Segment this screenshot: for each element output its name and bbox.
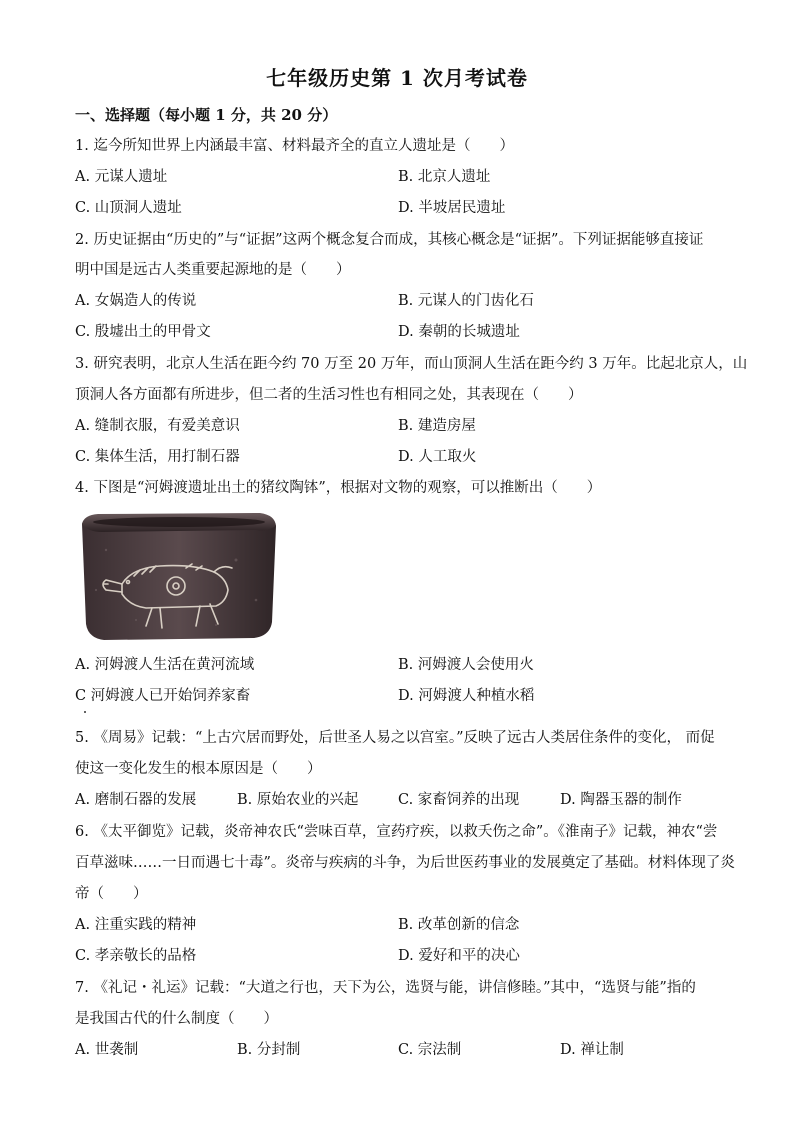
q1-option-d[interactable]: D. 半坡居民遗址 — [398, 200, 506, 216]
question-3-stem-line2: 顶洞人各方面都有所进步，但二者的生活习性也有相同之处，其表现在（ ） — [75, 387, 583, 403]
q1-option-c[interactable]: C. 山顶洞人遗址 — [75, 200, 182, 216]
q7-option-d[interactable]: D. 禅让制 — [560, 1042, 624, 1058]
q5-option-d[interactable]: D. 陶器玉器的制作 — [560, 792, 682, 808]
q3-option-d[interactable]: D. 人工取火 — [398, 449, 477, 465]
question-7-stem-line1: 7. 《礼记・礼运》记载：“大道之行也，天下为公，选贤与能，讲信修睦。”其中，“选贤与能”指的 — [75, 980, 696, 996]
q3-option-a[interactable]: A. 缝制衣服，有爱美意识 — [75, 418, 240, 434]
q3-option-b[interactable]: B. 建造房屋 — [398, 418, 476, 434]
question-2-stem-line1: 2. 历史证据由“历史的”与“证据”这两个概念复合而成，其核心概念是“证据”。下列证据能够直接证 — [75, 232, 704, 248]
q7-option-b[interactable]: B. 分封制 — [237, 1042, 301, 1058]
question-1-stem: 1. 迄今所知世界上内涵最丰富、材料最齐全的直立人遗址是（ ） — [75, 138, 514, 154]
question-4-stem: 4. 下图是“河姆渡遗址出土的猪纹陶钵”，根据对文物的观察，可以推断出（ ） — [75, 480, 602, 496]
section-heading: 一、选择题（每小题 1 分，共 20 分） — [75, 106, 338, 124]
q2-option-c[interactable]: C. 殷墟出土的甲骨文 — [75, 324, 211, 340]
q7-option-a[interactable]: A. 世袭制 — [75, 1042, 139, 1058]
question-5-stem-line2: 使这一变化发生的根本原因是（ ） — [75, 761, 322, 777]
q2-option-b[interactable]: B. 元谋人的门齿化石 — [398, 293, 534, 309]
question-6-stem-line3: 帝（ ） — [75, 886, 148, 902]
question-5-stem-line1: 5. 《周易》记载：“上古穴居而野处，后世圣人易之以宫室。”反映了远古人类居住条件的变化， 而促 — [75, 730, 715, 746]
q2-option-d[interactable]: D. 秦朝的长城遗址 — [398, 324, 520, 340]
q7-option-c[interactable]: C. 宗法制 — [398, 1042, 462, 1058]
q1-option-b[interactable]: B. 北京人遗址 — [398, 169, 491, 185]
q6-option-d[interactable]: D. 爱好和平的决心 — [398, 948, 520, 964]
q4-option-b[interactable]: B. 河姆渡人会使用火 — [398, 657, 534, 673]
q5-option-a[interactable]: A. 磨制石器的发展 — [75, 792, 197, 808]
stray-dot — [84, 711, 86, 713]
question-7-stem-line2: 是我国古代的什么制度（ ） — [75, 1011, 278, 1027]
q4-option-d[interactable]: D. 河姆渡人种植水稻 — [398, 688, 535, 704]
question-2-stem-line2: 明中国是远古人类重要起源地的是（ ） — [75, 262, 351, 278]
q1-option-a[interactable]: A. 元谋人遗址 — [75, 169, 168, 185]
q3-option-c[interactable]: C. 集体生活，用打制石器 — [75, 449, 240, 465]
q5-option-c[interactable]: C. 家畜饲养的出现 — [398, 792, 520, 808]
q4-option-a[interactable]: A. 河姆渡人生活在黄河流域 — [75, 657, 255, 673]
q4-option-c[interactable]: C 河姆渡人已开始饲养家畜 — [75, 688, 251, 704]
question-6-stem-line2: 百草滋味……一日而遇七十毒”。炎帝与疾病的斗争，为后世医药事业的发展奠定了基础。材料体现了炎 — [75, 855, 735, 871]
question-6-stem-line1: 6. 《太平御览》记载，炎帝神农氏“尝味百草，宣药疗疾，以救夭伤之命”。《淮南子》记载，神农“尝 — [75, 824, 718, 840]
q6-option-b[interactable]: B. 改革创新的信念 — [398, 917, 520, 933]
question-3-stem-line1: 3. 研究表明，北京人生活在距今约 70 万至 20 万年，而山顶洞人生活在距今约 3 万年。比起北京人，山 — [75, 356, 748, 372]
q6-option-c[interactable]: C. 孝亲敬长的品格 — [75, 948, 197, 964]
exam-title: 七年级历史第 1 次月考试卷 — [266, 66, 528, 90]
q2-option-a[interactable]: A. 女娲造人的传说 — [75, 293, 197, 309]
q6-option-a[interactable]: A. 注重实践的精神 — [75, 917, 197, 933]
q5-option-b[interactable]: B. 原始农业的兴起 — [237, 792, 359, 808]
pig-pattern-pottery-bowl-image — [76, 510, 280, 646]
